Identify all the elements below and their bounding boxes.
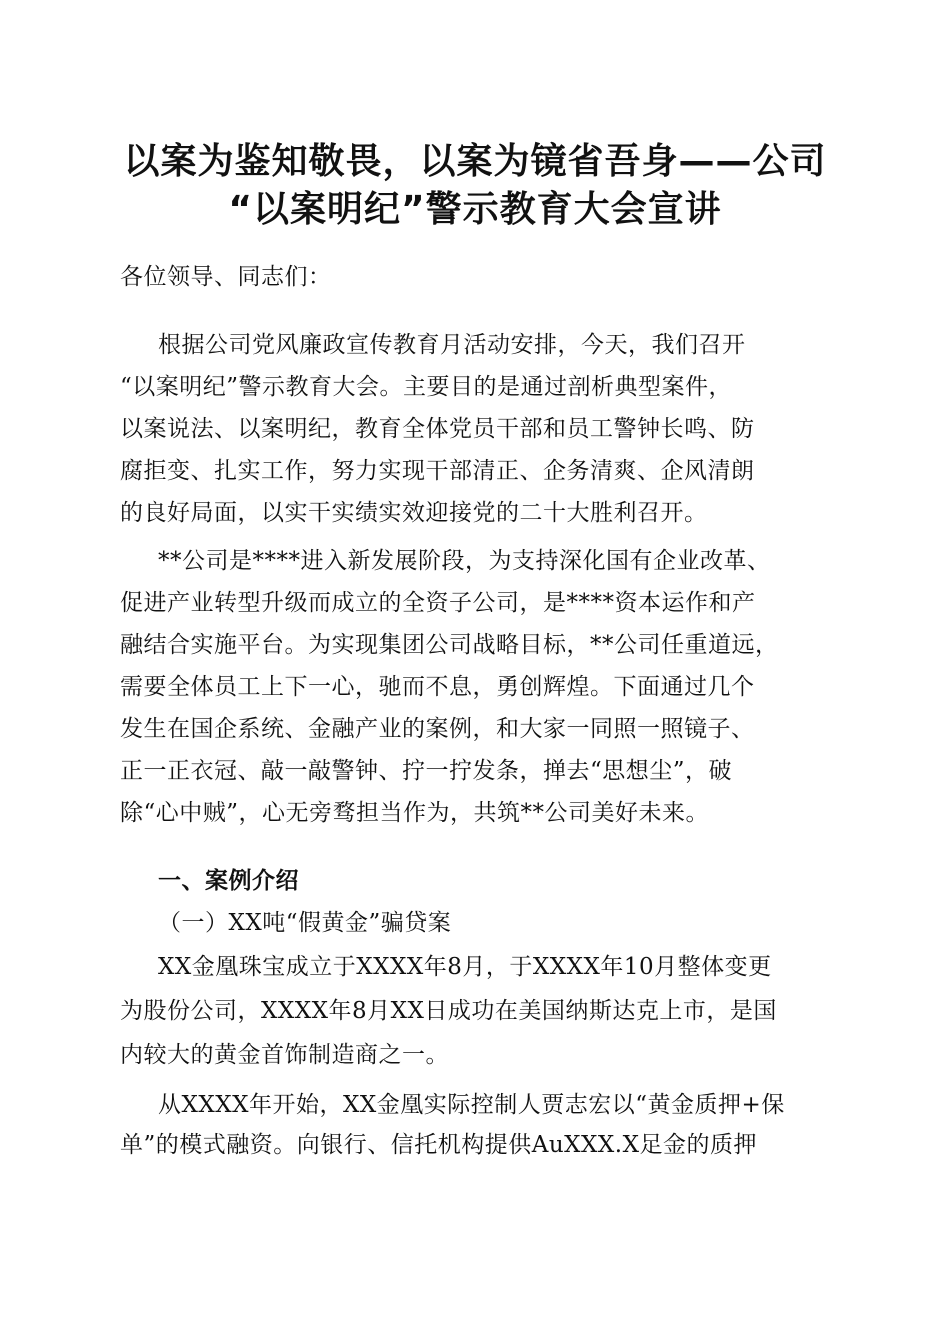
subsection-heading: （一）XX吨“假黄金”骗贷案	[158, 910, 452, 936]
paragraph-3-line-1: XX金凰珠宝成立于XXXX年8月，于XXXX年10月整体变更	[158, 954, 772, 980]
paragraph-1-line-2: “以案明纪”警示教育大会。主要目的是通过剖析典型案件，	[120, 374, 733, 400]
paragraph-2-line-6: 正一正衣冠、敲一敲警钟、拧一拧发条，掸去“思想尘”，破	[120, 758, 733, 784]
paragraph-2-line-3: 融结合实施平台。为实现集团公司战略目标，**公司任重道远，	[120, 632, 779, 658]
paragraph-2-line-5: 发生在国企系统、金融产业的案例，和大家一同照一照镜子、	[120, 716, 755, 742]
document-title-line-2: “以案明纪”警示教育大会宣讲	[228, 189, 722, 230]
paragraph-1-line-4: 腐拒变、扎实工作，努力实现干部清正、企务清爽、企风清朗	[120, 458, 755, 484]
section-heading: 一、案例介绍	[158, 868, 299, 894]
paragraph-3-line-2: 为股份公司，XXXX年8月XX日成功在美国纳斯达克上市，是国	[120, 998, 777, 1024]
paragraph-3-line-3: 内较大的黄金首饰制造商之一。	[120, 1042, 449, 1068]
paragraph-1-line-5: 的良好局面，以实干实绩实效迎接党的二十大胜利召开。	[120, 500, 708, 526]
salutation: 各位领导、同志们：	[120, 264, 332, 290]
document-body	[120, 256, 840, 1156]
paragraph-2-line-1: **公司是****进入新发展阶段，为支持深化国有企业改革、	[158, 548, 771, 574]
paragraph-4-line-2: 单”的模式融资。向银行、信托机构提供AuXXX.X足金的质押	[120, 1132, 757, 1158]
paragraph-2-line-4: 需要全体员工上下一心，驰而不息，勇创辉煌。下面通过几个	[120, 674, 755, 700]
paragraph-1-line-1: 根据公司党风廉政宣传教育月活动安排，今天，我们召开	[158, 332, 746, 358]
paragraph-1-line-3: 以案说法、以案明纪，教育全体党员干部和员工警钟长鸣、防	[120, 416, 755, 442]
document-title-line-1: 以案为鉴知敬畏，以案为镜省吾身——公司	[123, 141, 827, 182]
paragraph-2-line-7: 除“心中贼”，心无旁骛担当作为，共筑**公司美好未来。	[120, 800, 710, 826]
paragraph-2-line-2: 促进产业转型升级而成立的全资子公司，是****资本运作和产	[120, 590, 756, 616]
paragraph-4-line-1: 从XXXX年开始，XX金凰实际控制人贾志宏以“黄金质押+保	[158, 1092, 785, 1118]
